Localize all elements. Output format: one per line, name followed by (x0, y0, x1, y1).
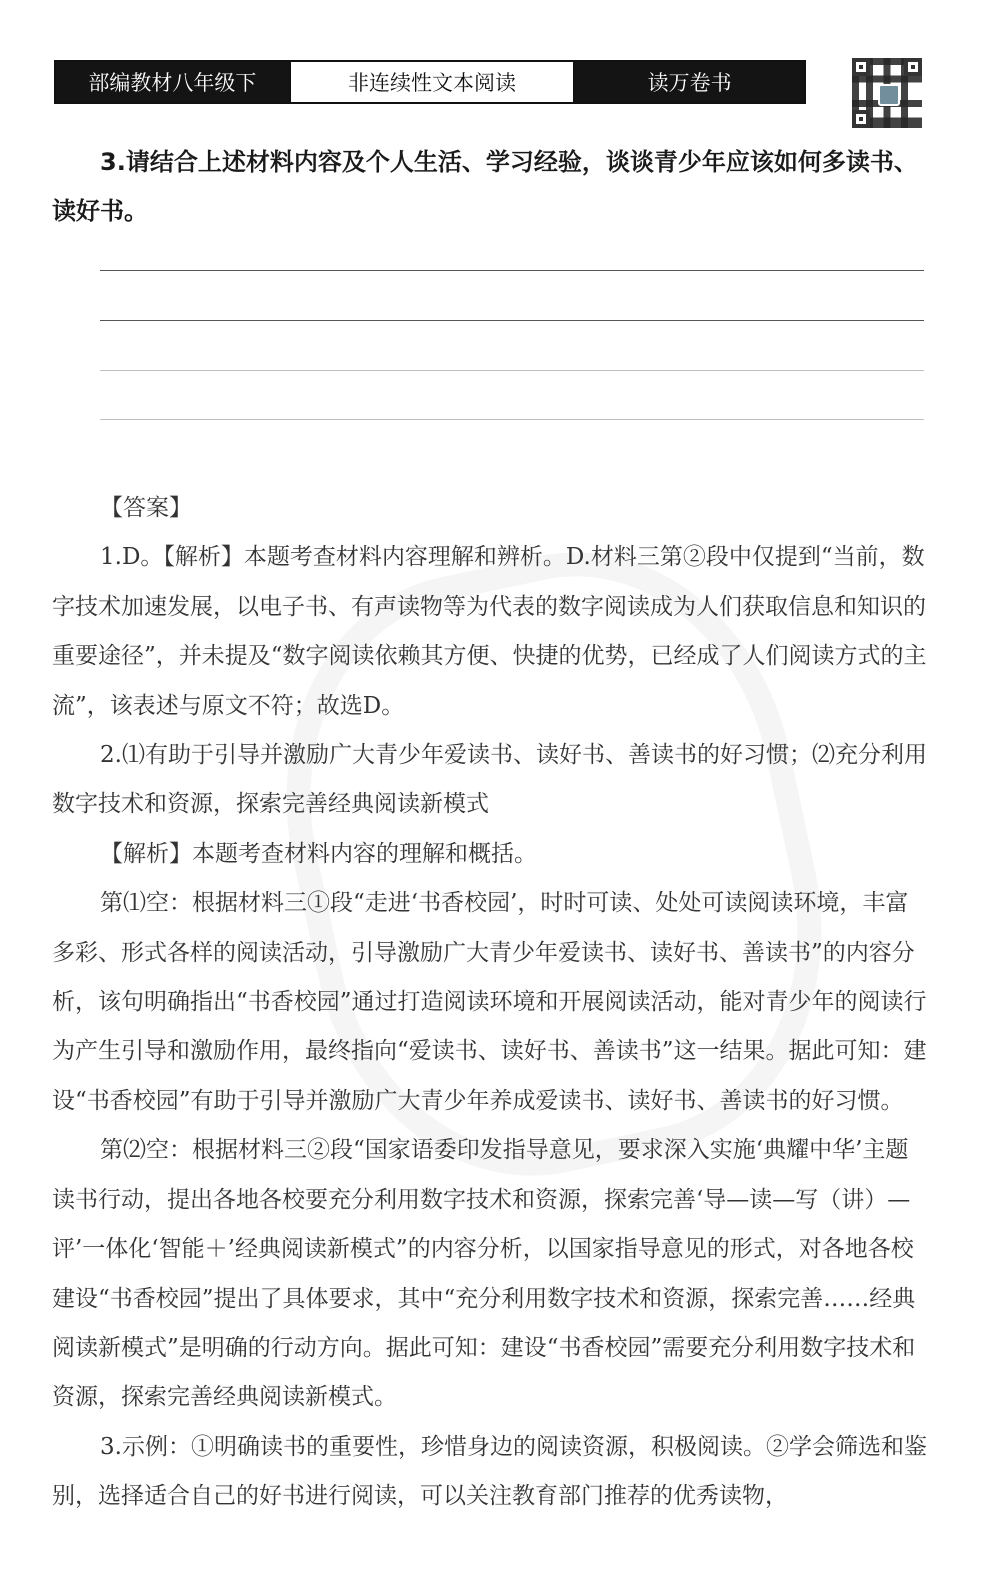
answer-paragraph: 第⑴空：根据材料三①段“走进‘书香校园’，时时可读、处处可读阅读环境，丰富多彩、形式各样的阅读活动，引导激励广大青少年爱读书、读好书、善读书”的内容分析，该句明确指出“书香校园”通过打造阅读环境和开展阅读活动，能对青少年的阅读行为产生引导和激励作用，最终指向“爱读书、读好书、善读书”这一结果。据此可知：建设“书香校园”有助于引导并激励广大青少年养成爱读书、读好书、善读书的好习惯。 (52, 890, 927, 1114)
header-series-label: 读万卷书 (575, 62, 804, 102)
qr-code-icon (852, 58, 922, 128)
answer-paragraph: 1.D。【解析】本题考查材料内容理解和辨析。D.材料三第②段中仅提到“当前，数字技术加速发展，以电子书、有声读物等为代表的数字阅读成为人们获取信息和知识的重要途径”，并未提及“数字阅读依赖其方便、快捷的优势，已经成了人们阅读方式的主流”，该表述与原文不符；故选D。 (52, 544, 927, 719)
answer-line (100, 270, 924, 271)
answer-paragraph: 【解析】本题考查材料内容的理解和概括。 (100, 840, 537, 867)
header-topic-label: 非连续性文本阅读 (289, 62, 575, 102)
header-bar (54, 60, 806, 104)
answer-section (52, 484, 928, 1522)
answer-paragraph: 第⑵空：根据材料三②段“国家语委印发指导意见，要求深入实施‘典耀中华’主题读书行动，提出各地各校要充分利用数字技术和资源，探索完善‘导—读—写（讲）—评’一体化‘智能＋’经典阅读新模式”的内容分析，以国家指导意见的形式，对各地各校建设“书香校园”提出了具体要求，其中“充分利用数字技术和资源，探索完善……经典阅读新模式”是明确的行动方向。据此可知：建设“书香校园”需要充分利用数字技术和资源，探索完善经典阅读新模式。 (52, 1137, 916, 1411)
answer-paragraph: 3.示例：①明确读书的重要性，珍惜身边的阅读资源，积极阅读。②学会筛选和鉴别，选择适合自己的好书进行阅读，可以关注教育部门推荐的优秀读物， (52, 1433, 927, 1510)
answer-line (100, 320, 924, 321)
answer-paragraph: 2.⑴有助于引导并激励广大青少年爱读书、读好书、善读书的好习惯；⑵充分利用数字技术和资源，探索完善经典阅读新模式 (52, 742, 927, 818)
header-grade-label: 部编教材八年级下 (56, 62, 289, 102)
answer-heading: 【答案】 (100, 495, 192, 521)
answer-line (100, 419, 924, 420)
answer-line (100, 370, 924, 371)
question-3-text: 3.请结合上述材料内容及个人生活、学习经验，谈谈青少年应该如何多读书、读好书。 (52, 148, 918, 225)
